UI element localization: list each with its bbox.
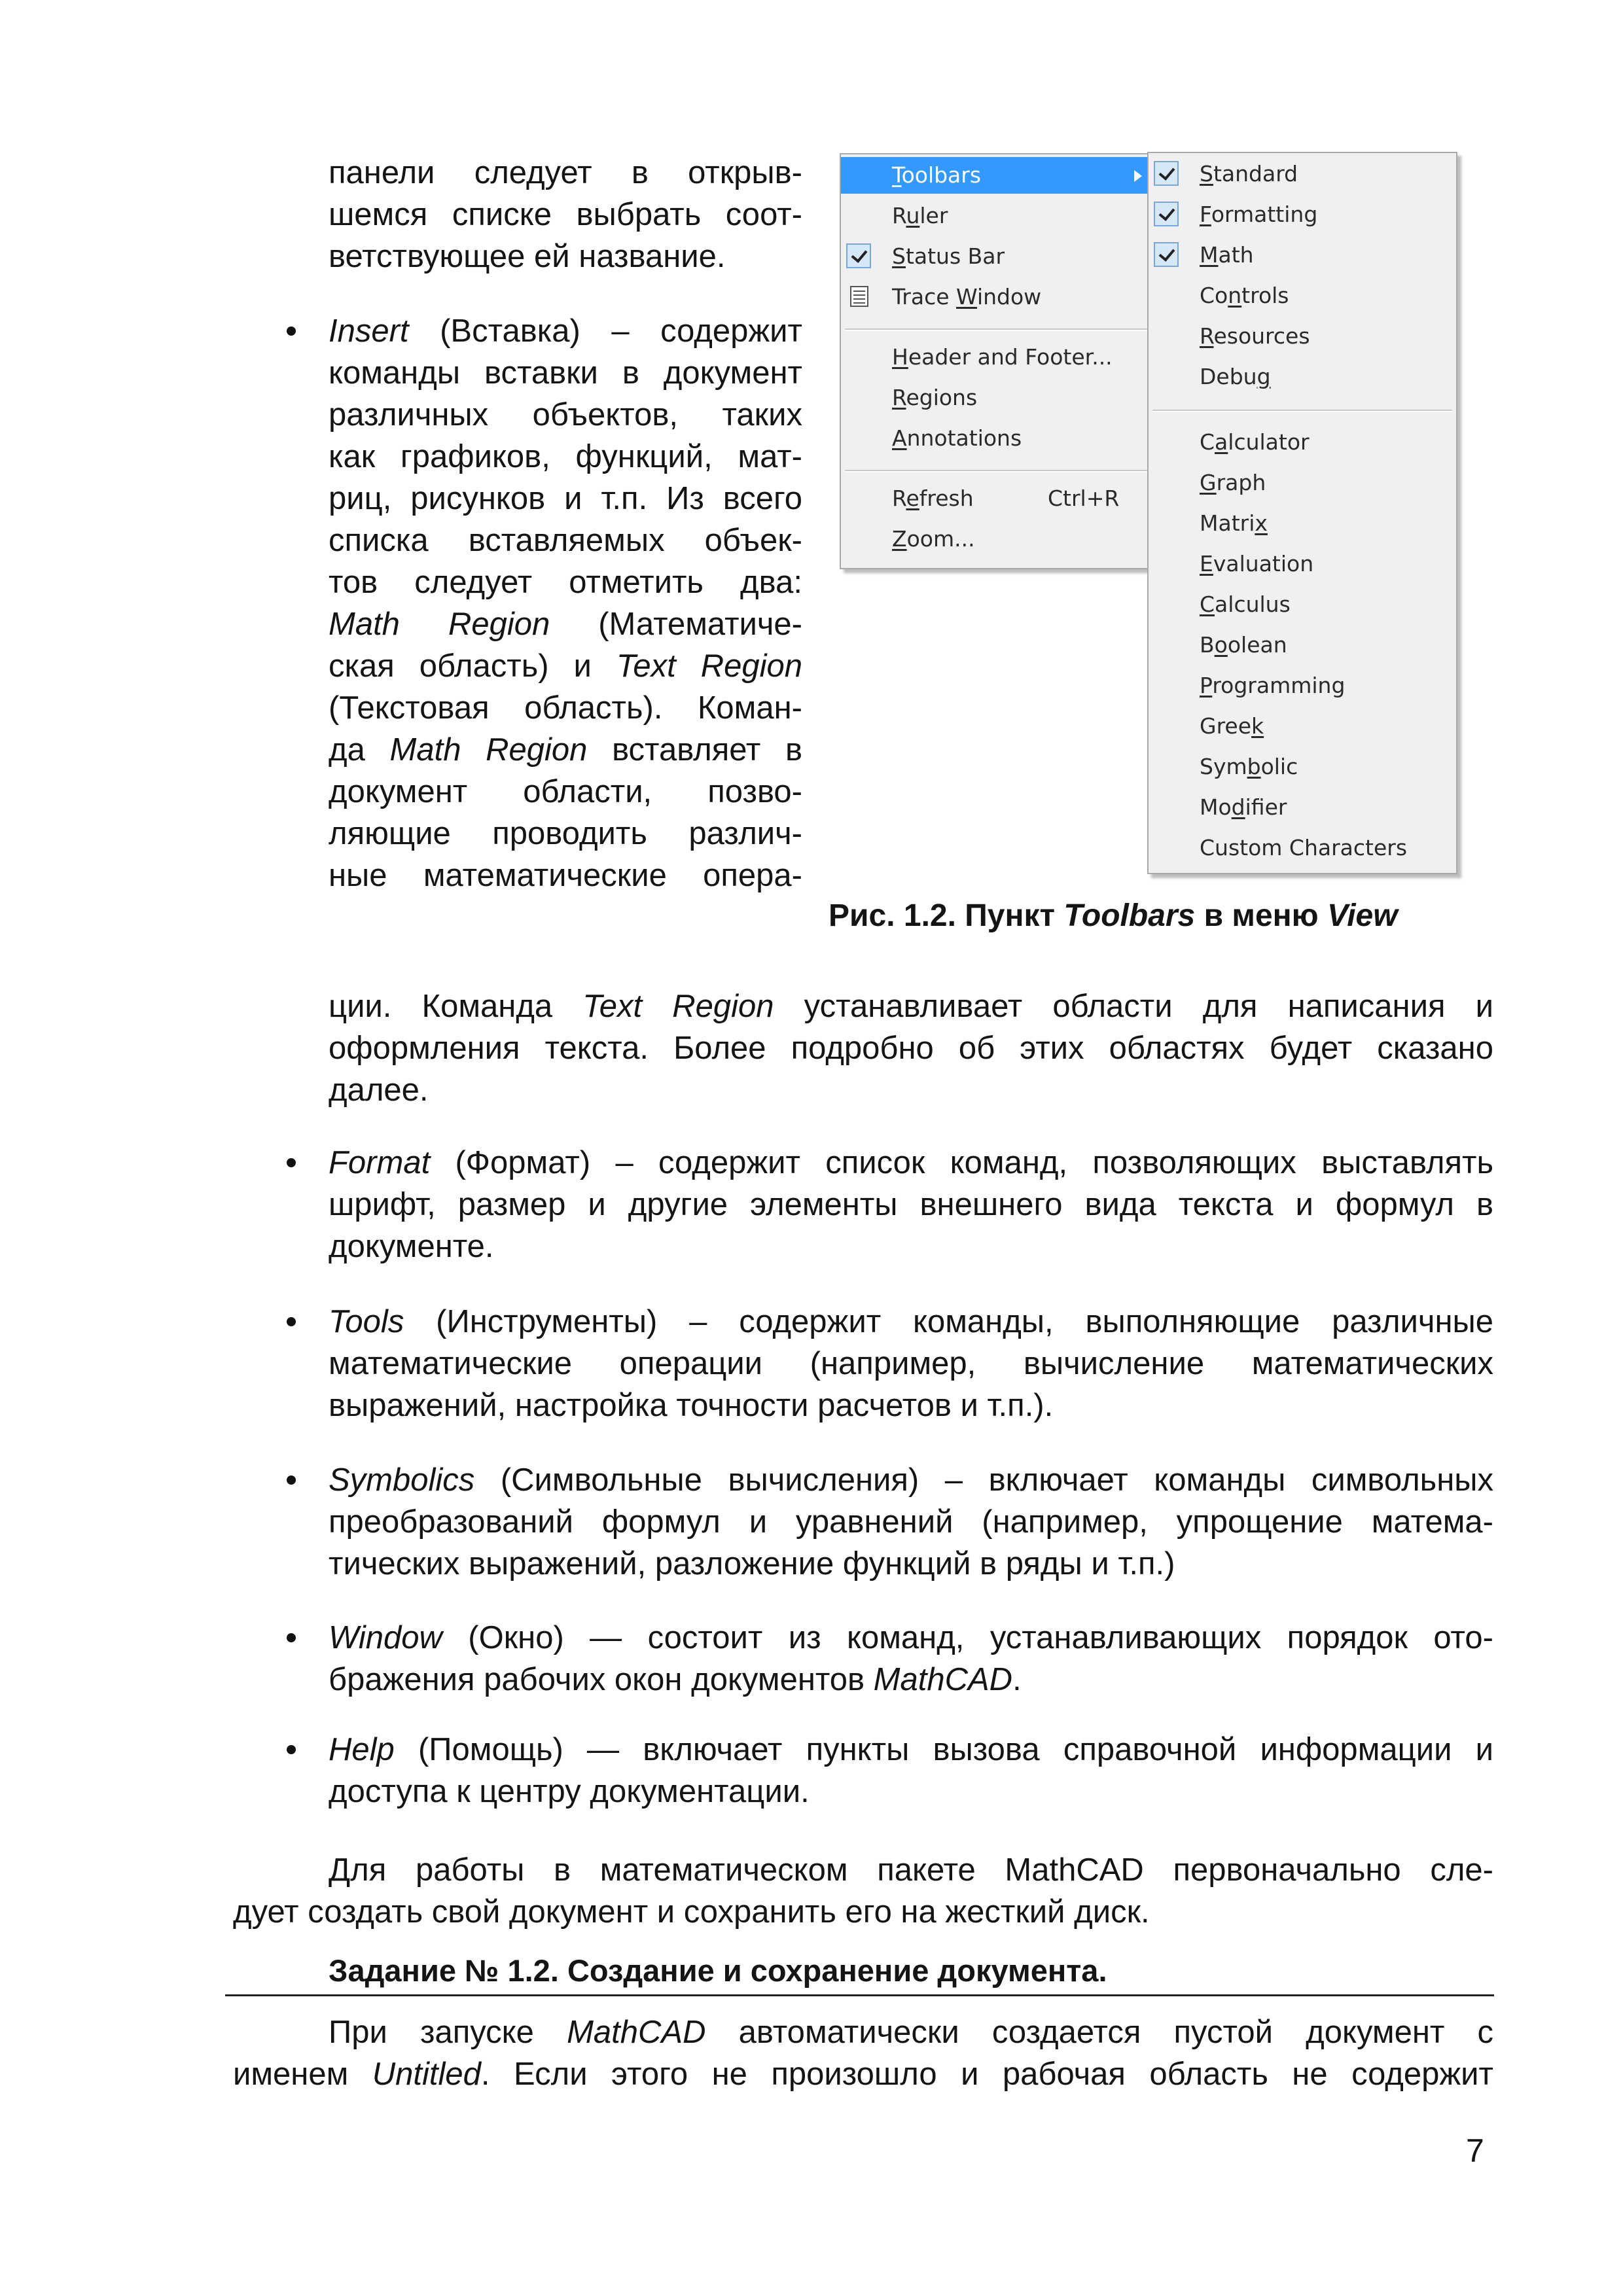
page-number: 7	[1466, 2132, 1484, 2169]
menu-item-label: Refresh	[892, 486, 974, 511]
menu-item-label: Symbolic	[1200, 754, 1298, 779]
text-line: оформления текста. Более подробно об этих областях будет сказано	[329, 1031, 1493, 1066]
text-line: (Символьные вычисления) – включает команды символьных	[474, 1462, 1493, 1498]
text-line: (Математиче-	[550, 607, 802, 642]
text-line: автоматически создается пустой документ с	[705, 2015, 1494, 2050]
text-line: документе.	[329, 1229, 494, 1264]
text-line: именем	[233, 2057, 372, 2092]
text-line: бражения рабочих окон документов	[329, 1662, 874, 1697]
term-insert: Insert	[329, 313, 409, 349]
menu-item-label: Annotations	[892, 425, 1022, 451]
menu-item-label: Math	[1200, 242, 1254, 268]
text-line: документ области, позво-	[329, 774, 802, 809]
checkmark-icon	[1154, 202, 1179, 226]
menu-item-label: Header and Footer...	[892, 344, 1113, 370]
menu-item-label: Greek	[1200, 713, 1264, 739]
term-mathcad: MathCAD	[567, 2015, 706, 2050]
text-line: тов следует отметить два:	[329, 565, 802, 600]
text-line: При запуске	[329, 2015, 567, 2050]
menu-shortcut: Ctrl+R	[1048, 486, 1120, 511]
term-math-region: Math Region	[389, 732, 588, 768]
text-line: (Помощь) — включает пункты вызова справочной информации и	[394, 1732, 1493, 1767]
menu-item-label: Ruler	[892, 203, 948, 228]
menu-item-label: Standard	[1200, 161, 1298, 186]
text-line: (Формат) – содержит список команд, позволяющих выставлять	[430, 1145, 1493, 1180]
term-math-region: Math Region	[329, 607, 550, 642]
menu-item-label: Formatting	[1200, 202, 1318, 227]
view-menu	[840, 153, 1152, 569]
text-line: математические операции (например, вычисление математических	[329, 1346, 1493, 1381]
menu-item-label: Resources	[1200, 323, 1310, 349]
menu-item-label: Modifier	[1200, 794, 1287, 820]
text-line: шемся списке выбрать соот-	[329, 197, 802, 232]
menu-item-status-bar[interactable]	[841, 238, 1151, 275]
menu-item-standard[interactable]	[1149, 156, 1456, 192]
menu-item-label: Graph	[1200, 470, 1266, 495]
text-line: ская область) и	[329, 648, 616, 684]
menu-item-graph[interactable]	[1149, 465, 1456, 501]
checkmark-icon	[1154, 242, 1179, 267]
menu-item-label: Custom Characters	[1200, 835, 1408, 860]
menu-separator	[845, 470, 1147, 472]
menu-item-calculus[interactable]	[1149, 586, 1456, 623]
insert-paragraph-wide	[329, 985, 1493, 1111]
term-format: Format	[329, 1145, 431, 1180]
menu-item-annotations[interactable]	[841, 420, 1151, 457]
menu-item-matrix[interactable]	[1149, 505, 1456, 542]
text-line: выражений, настройка точности расчетов и т.п.).	[329, 1388, 1054, 1423]
menu-item-label: Evaluation	[1200, 551, 1314, 576]
text-line: как графиков, функций, мат-	[329, 439, 802, 474]
menu-item-regions[interactable]	[841, 380, 1151, 416]
submenu-arrow-icon	[1134, 170, 1142, 182]
task-heading: Задание № 1.2. Создание и сохранение документа.	[329, 1953, 1107, 1988]
menu-item-label: Boolean	[1200, 632, 1287, 658]
window-paragraph	[329, 1617, 1493, 1701]
text-line: ные математические опера-	[329, 858, 802, 893]
bullet-icon	[287, 1745, 296, 1754]
bullet-icon	[287, 1633, 296, 1642]
text-line: шрифт, размер и другие элементы внешнего вида текста и формул в	[329, 1187, 1493, 1222]
text-line: дует создать свой документ и сохранить его на жесткий диск.	[233, 1894, 1150, 1930]
intro-text	[329, 152, 802, 277]
paragraph-create-document	[233, 1849, 1493, 1933]
text-line: различных объектов, таких	[329, 397, 802, 433]
text-line: вставляет в	[587, 732, 802, 768]
bullet-icon	[287, 1158, 296, 1167]
text-line: ции. Команда	[329, 989, 583, 1024]
caption-prefix: Рис. 1.2. Пункт	[829, 898, 1064, 933]
insert-paragraph	[329, 310, 802, 896]
menu-item-label: Calculator	[1200, 429, 1310, 455]
menu-item-label: Status Bar	[892, 243, 1005, 269]
term-window: Window	[329, 1620, 442, 1655]
menu-separator	[845, 328, 1147, 331]
menu-item-greek[interactable]	[1149, 708, 1456, 745]
menu-item-label: Controls	[1200, 283, 1289, 308]
menu-item-controls[interactable]	[1149, 277, 1456, 314]
bullet-icon	[287, 1317, 296, 1326]
text-line: Для работы в математическом пакете MathCAD первоначально сле-	[329, 1852, 1493, 1888]
text-line: устанавливает области для написания и	[774, 989, 1493, 1024]
text-line: (Окно) — состоит из команд, устанавливающих порядок ото-	[442, 1620, 1493, 1655]
menu-separator	[1152, 410, 1452, 412]
text-line: (Инструменты) – содержит команды, выполняющие различные	[404, 1304, 1493, 1339]
menu-item-modifier[interactable]	[1149, 789, 1456, 826]
menu-item-toolbars[interactable]	[841, 157, 1151, 194]
text-line: .	[1012, 1662, 1022, 1697]
menu-item-label: Zoom...	[892, 526, 975, 552]
text-line: списка вставляемых объек-	[329, 523, 802, 558]
menu-item-math[interactable]	[1149, 237, 1456, 274]
menu-item-calculator[interactable]	[1149, 424, 1456, 461]
term-untitled: Untitled	[372, 2057, 481, 2092]
caption-mid: в меню	[1195, 898, 1327, 933]
menu-item-trace-window[interactable]	[841, 279, 1151, 315]
menu-item-header-and-footer[interactable]	[841, 339, 1151, 376]
text-line: ляющие проводить различ-	[329, 816, 802, 851]
term-symbolics: Symbolics	[329, 1462, 475, 1498]
text-line: . Если этого не произошло и рабочая область не содержит	[480, 2057, 1493, 2092]
text-line: риц, рисунков и т.п. Из всего	[329, 481, 802, 516]
symbolics-paragraph	[329, 1459, 1493, 1585]
menu-item-label: Calculus	[1200, 592, 1291, 617]
toolbars-submenu	[1147, 152, 1457, 874]
bullet-icon	[287, 1475, 296, 1485]
menu-item-debug[interactable]	[1149, 359, 1456, 395]
menu-item-label: Toolbars	[892, 162, 982, 188]
caption-term: Toolbars	[1063, 898, 1196, 933]
term-text-region: Text Region	[582, 989, 774, 1024]
checkmark-icon	[846, 243, 871, 268]
heading-rule	[225, 1994, 1494, 1996]
menu-item-refresh[interactable]	[841, 480, 1151, 517]
text-line: далее.	[329, 1072, 429, 1108]
menu-item-resources[interactable]	[1149, 318, 1456, 355]
menu-item-evaluation[interactable]	[1149, 546, 1456, 582]
paragraph-startup	[233, 2011, 1493, 2095]
tools-paragraph	[329, 1301, 1493, 1426]
menu-item-label: Debug	[1200, 364, 1271, 389]
text-line: (Текстовая область). Коман-	[329, 690, 802, 726]
figure-caption	[829, 895, 1398, 937]
trace-window-icon	[850, 286, 868, 307]
text-line: (Вставка) – содержит	[408, 313, 802, 349]
menu-item-label: Programming	[1200, 673, 1346, 698]
caption-term: View	[1327, 898, 1398, 933]
text-line: ветствующее ей название.	[329, 239, 726, 274]
term-tools: Tools	[329, 1304, 404, 1339]
text-line: команды вставки в документ	[329, 355, 802, 391]
text-line: панели следует в открыв-	[329, 155, 802, 190]
format-paragraph	[329, 1142, 1493, 1267]
menu-item-label: Matrix	[1200, 510, 1268, 536]
term-text-region: Text Region	[616, 648, 802, 684]
menu-item-programming[interactable]	[1149, 667, 1456, 704]
menu-item-symbolic[interactable]	[1149, 749, 1456, 785]
menu-item-custom-characters[interactable]	[1149, 830, 1456, 866]
menu-item-ruler[interactable]	[841, 198, 1151, 234]
text-line: преобразований формул и уравнений (например, упрощение матема-	[329, 1504, 1493, 1540]
term-help: Help	[329, 1732, 395, 1767]
menu-item-formatting[interactable]	[1149, 196, 1456, 233]
menu-screenshot	[840, 152, 1461, 891]
term-mathcad: MathCAD	[873, 1662, 1013, 1697]
menu-item-boolean[interactable]	[1149, 627, 1456, 663]
menu-item-label: Trace Window	[892, 284, 1042, 309]
menu-item-label: Regions	[892, 385, 978, 410]
text-line: тических выражений, разложение функций в ряды и т.п.)	[329, 1546, 1175, 1581]
checkmark-icon	[1154, 161, 1179, 186]
bullet-icon	[287, 327, 296, 336]
text-line: да	[329, 732, 390, 768]
text-line: доступа к центру документации.	[329, 1774, 810, 1809]
menu-item-zoom[interactable]	[841, 521, 1151, 557]
help-paragraph	[329, 1729, 1493, 1812]
